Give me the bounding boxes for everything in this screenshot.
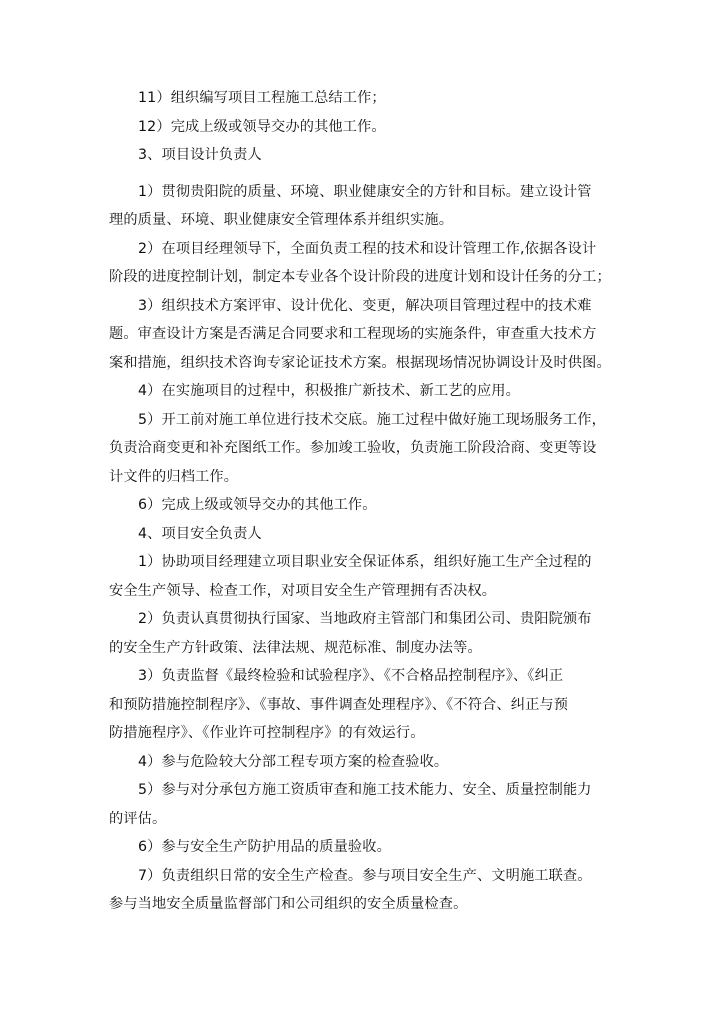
paragraph-line: 题。审查设计方案是否满足合同要求和工程现场的实施条件，审查重大技术方 bbox=[109, 326, 597, 342]
paragraph-line: 4）在实施项目的过程中，积极推广新技术、新工艺的应用。 bbox=[138, 383, 520, 399]
paragraph-line: 负责洽商变更和补充图纸工作。参加竣工验收，负责施工阶段洽商、变更等设 bbox=[109, 440, 597, 456]
paragraph-line: 安全生产领导、检查工作，对项目安全生产管理拥有否决权。 bbox=[109, 582, 497, 599]
paragraph-line: 阶段的进度控制计划，制定本专业各个设计阶段的进度计划和设计任务的分工； bbox=[109, 269, 611, 285]
paragraph-line: 7）负责组织日常的安全生产检查。参与项目安全生产、文明施工联查。 bbox=[138, 867, 592, 884]
paragraph-line: 案和措施，组织技术咨询专家论证技术方案。根据现场情况协调设计及时供图。 bbox=[109, 354, 611, 371]
paragraph-line: 参与当地安全质量监督部门和公司组织的安全质量检查。 bbox=[109, 896, 468, 912]
paragraph-line: 理的质量、环境、职业健康安全管理体系并组织实施。 bbox=[109, 212, 454, 228]
paragraph-line: 6）参与安全生产防护用品的质量验收。 bbox=[138, 839, 391, 855]
paragraph-line: 计文件的归档工作。 bbox=[109, 468, 239, 485]
list-item-12: 12）完成上级或领导交办的其他工作。 bbox=[138, 118, 386, 135]
paragraph-line: 防措施程序》、《作业许可控制程序》的有效运行。 bbox=[109, 725, 425, 741]
paragraph-line: 2）在项目经理领导下，全面负责工程的技术和设计管理工作,依据各设计 bbox=[138, 240, 597, 257]
paragraph-line: 3）组织技术方案评审、设计优化、变更，解决项目管理过程中的技术难 bbox=[138, 297, 592, 314]
list-item-11: 11）组织编写项目工程施工总结工作； bbox=[138, 90, 386, 106]
paragraph-line: 的评估。 bbox=[109, 810, 167, 827]
paragraph-line: 6）完成上级或领导交办的其他工作。 bbox=[138, 497, 377, 513]
paragraph-line: 3）负责监督《最终检验和试验程序》、《不合格品控制程序》、《纠正 bbox=[138, 668, 564, 684]
paragraph-line: 2）负责认真贯彻执行国家、当地政府主管部门和集团公司、贵阳院颁布 bbox=[138, 611, 592, 627]
section-heading-design-lead: 3、项目设计负责人 bbox=[138, 147, 262, 163]
section-heading-safety-lead: 4、项目安全负责人 bbox=[138, 525, 262, 542]
paragraph-line: 5）参与对分承包方施工资质审查和施工技术能力、安全、质量控制能力 bbox=[138, 782, 592, 798]
paragraph-line: 1）贯彻贵阳院的质量、环境、职业健康安全的方针和目标。建立设计管 bbox=[138, 183, 592, 200]
paragraph-line: 1）协助项目经理建立项目职业安全保证体系，组织好施工生产全过程的 bbox=[138, 554, 592, 570]
paragraph-line: 的安全生产方针政策、法律法规、规范标准、制度办法等。 bbox=[109, 639, 482, 656]
paragraph-line: 和预防措施控制程序》、《事故、事件调查处理程序》、《不符合、纠正与预 bbox=[109, 696, 569, 713]
paragraph-line: 5）开工前对施工单位进行技术交底。施工过程中做好施工现场服务工作， bbox=[138, 411, 606, 428]
paragraph-line: 4）参与危险较大分部工程专项方案的检查验收。 bbox=[138, 753, 449, 770]
